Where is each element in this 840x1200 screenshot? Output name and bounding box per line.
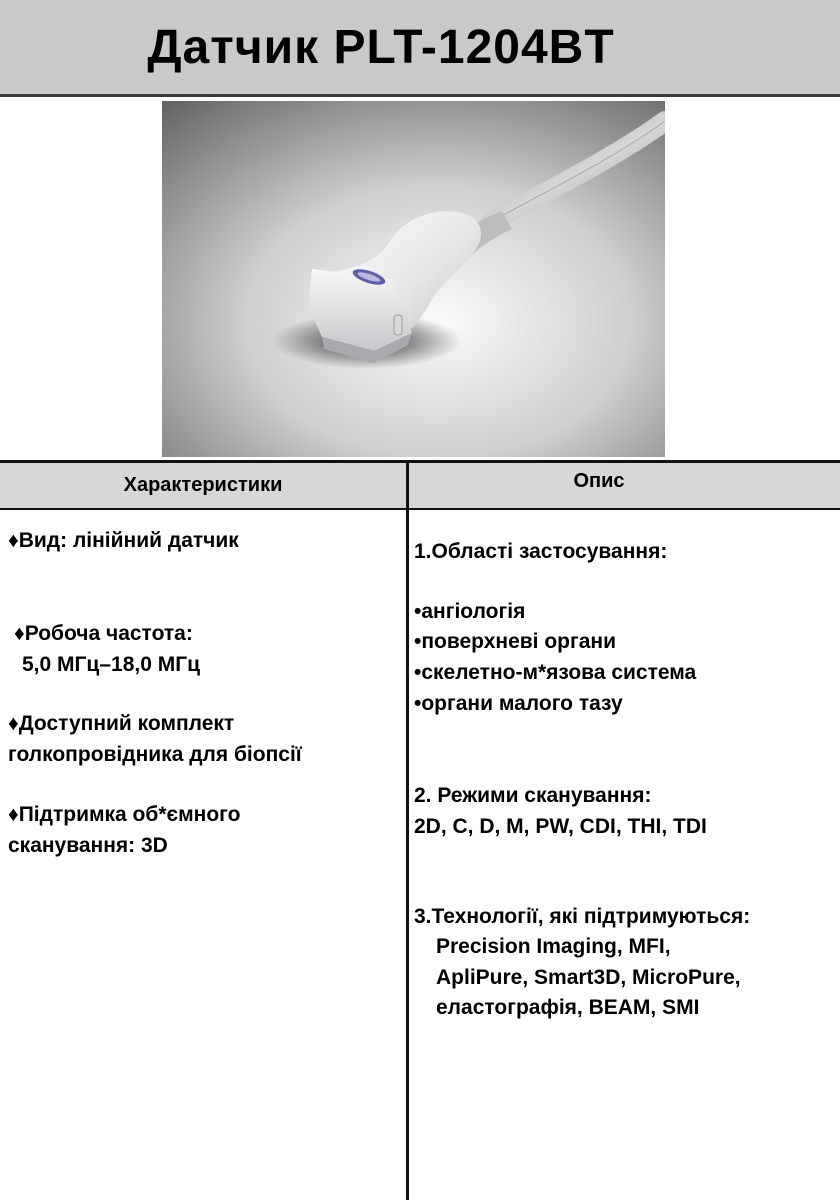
desc-tech-line: Precision Imaging, MFI, [436, 935, 671, 958]
column-divider [406, 460, 409, 1200]
desc-area-item: •ангіологія [414, 600, 526, 623]
page-title: Датчик PLT-1204BT [147, 21, 615, 74]
char-frequency-label: ♦Робоча частота: [14, 622, 193, 645]
desc-modes-title: 2. Режими сканування: [414, 784, 652, 807]
desc-area-item: •поверхневі органи [414, 630, 617, 653]
char-biopsy-line1: ♦Доступний комплект [8, 712, 235, 735]
desc-modes-value: 2D, C, D, M, PW, CDI, THI, TDI [414, 815, 707, 838]
desc-areas-title: 1.Області застосування: [414, 540, 668, 563]
char-frequency-value: 5,0 МГц–18,0 МГц [22, 653, 201, 676]
char-type: ♦Вид: лінійний датчик [8, 529, 239, 552]
desc-tech-line: ApliPure, Smart3D, MicroPure, [436, 966, 741, 989]
char-volume-line1: ♦Підтримка об*ємного [8, 803, 241, 826]
char-biopsy-line2: голкопровідника для біопсії [8, 743, 302, 766]
probe-photo [162, 101, 665, 457]
desc-tech-line: еластографія, BEAM, SMI [436, 996, 700, 1019]
desc-area-item: •органи малого тазу [414, 692, 623, 715]
desc-area-item: •скелетно-м*язова система [414, 661, 697, 684]
col-header-description: Опис [573, 470, 625, 492]
char-volume-line2: сканування: 3D [8, 834, 168, 857]
desc-tech-title: 3.Технології, які підтримуються: [414, 905, 751, 928]
col-header-characteristics: Характеристики [123, 474, 283, 496]
